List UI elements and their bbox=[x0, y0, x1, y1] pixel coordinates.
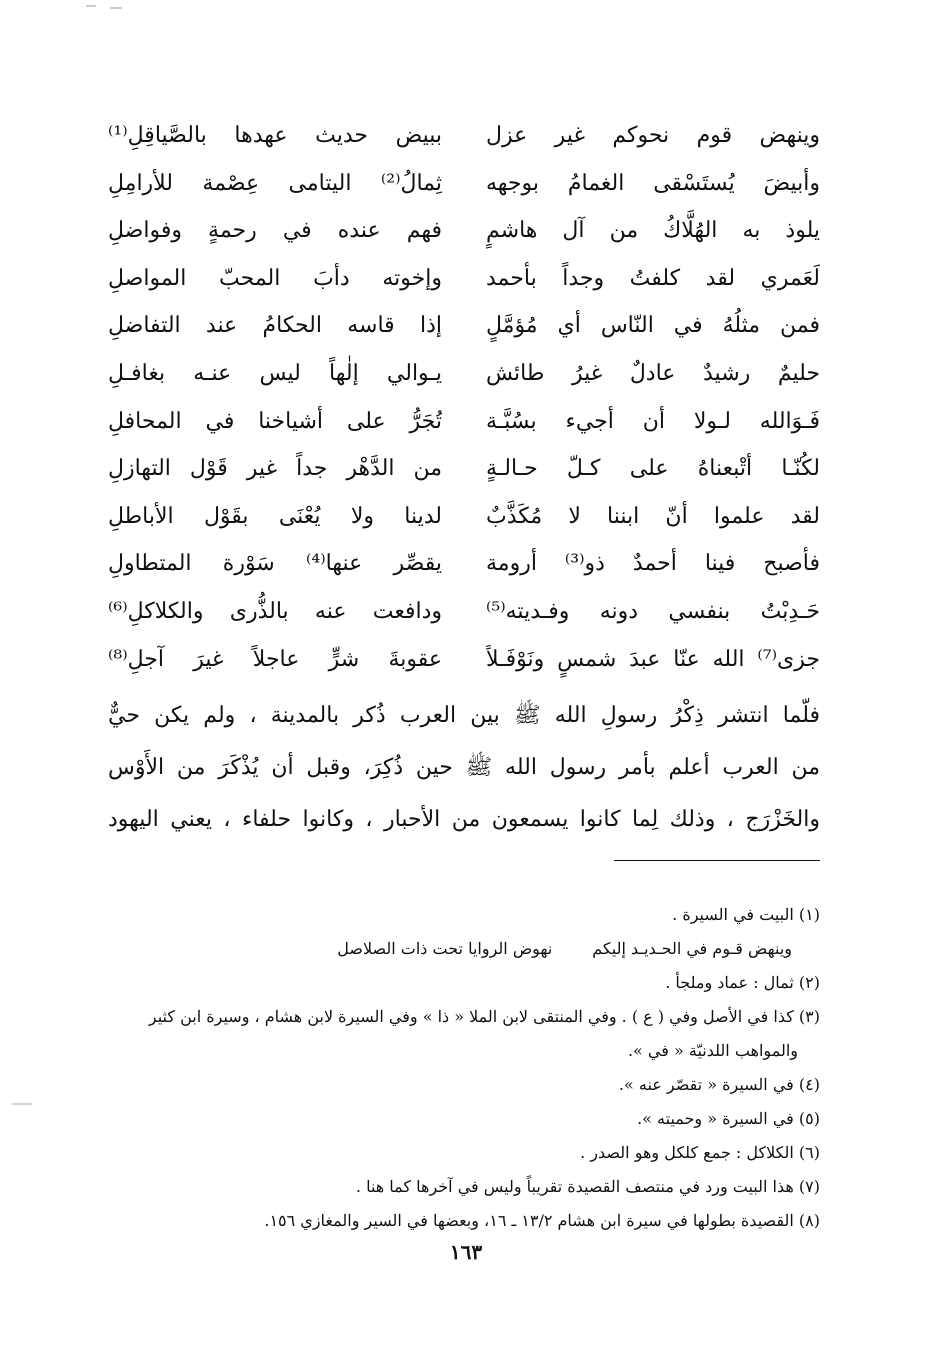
first-hemistich: وأبيضَ يُستَسْقى الغمامُ بوجهه bbox=[486, 170, 820, 196]
footnote-separator bbox=[614, 860, 820, 861]
prose-line: من العرب أعلم بأمر رسول الله ﷺ حين ذُكِرَ، وقبل أن يُذْكَرَ من الأَوْس bbox=[108, 755, 820, 780]
footnote-3: (٣) كذا في الأصل وفي ( ع ) . وفي المنتقى لابن الملا « ذا » وفي السيرة لابن هشام ، وسيرة ابن كثير bbox=[148, 1007, 820, 1026]
prose-paragraph bbox=[108, 690, 820, 846]
prose-line: فلّما انتشر ذِكْرُ رسولِ الله ﷺ بين العرب ذُكر بالمدينة ، ولم يكن حيٌّ bbox=[108, 703, 820, 728]
second-hemistich: ودافعت عنه بالذُّرى والكلاكلِ⁽⁶⁾ bbox=[108, 598, 442, 624]
second-hemistich: ثِمالُ⁽²⁾ اليتامى عِصْمة للأرامِلِ bbox=[108, 170, 442, 196]
second-hemistich: عقوبةَ شرٍّ عاجلاً غيرَ آجلِ⁽⁸⁾ bbox=[108, 646, 442, 672]
first-hemistich: لقد علموا أنّ ابننا لا مُكَذَّبٌ bbox=[486, 503, 820, 529]
footnote-1-verse-first: وينهض قـوم في الحـديـد إليكم bbox=[592, 939, 792, 958]
footnote-5: (٥) في السيرة « وحميته ». bbox=[637, 1109, 820, 1128]
footnote-7: (٧) هذا البيت ورد في منتصف القصيدة تقريباً وليس في آخرها كما هنا . bbox=[355, 1177, 820, 1196]
footnote-1-verse bbox=[108, 932, 820, 966]
first-hemistich: لَعَمري لقد كلفتُ وجداً بأحمد bbox=[486, 265, 820, 291]
poem bbox=[108, 112, 820, 683]
footnote-6: (٦) الكلاكل : جمع كلكل وهو الصدر . bbox=[580, 1143, 820, 1162]
first-hemistich: فأصبح فينا أحمدٌ ذو⁽³⁾ أرومة bbox=[486, 551, 820, 577]
first-hemistich: فمن مثلُهُ في النّاس أي مُؤمَّلٍ bbox=[486, 313, 820, 339]
page-number: ١٦٣ bbox=[449, 1240, 483, 1264]
first-hemistich: حليمٌ رشيدٌ عادلٌ غيرُ طائش bbox=[486, 360, 820, 386]
footnote-4: (٤) في السيرة « تقصّر عنه ». bbox=[618, 1075, 820, 1094]
footnote-1: (١) البيت في السيرة . bbox=[672, 905, 820, 924]
first-hemistich: وينهض قوم نحوكم غير عزل bbox=[486, 123, 820, 148]
second-hemistich: ببيض حديث عهدها بالصَّياقِلِ⁽¹⁾ bbox=[108, 123, 442, 148]
prose-line: والخَزْرَج ، وذلك لِما كانوا يسمعون من الأحبار ، وكانوا حلفاء ، يعني اليهود bbox=[108, 807, 820, 832]
second-hemistich: لدينا ولا يُعْنَى بقَوْل الأباطلِ bbox=[108, 503, 442, 529]
second-hemistich: فهم عنده في رحمةٍ وفواضلِ bbox=[108, 218, 442, 244]
first-hemistich: جزى⁽⁷⁾ الله عنّا عبدَ شمسٍ ونَوْفَـلاً bbox=[486, 646, 820, 672]
second-hemistich: إذا قاسه الحكامُ عند التفاضلِ bbox=[108, 313, 442, 339]
second-hemistich: تُجَرُّ على أشياخنا في المحافلِ bbox=[108, 408, 442, 434]
footnotes bbox=[108, 898, 820, 1238]
second-hemistich: يـوالي إلٰهاً ليس عنـه بغافـلِ bbox=[108, 360, 442, 386]
first-hemistich: فَـوَالله لـولا أن أجيء بسُبَّـة bbox=[486, 408, 820, 434]
second-hemistich: وإخوته دأبَ المحبّ المواصلِ bbox=[108, 265, 442, 291]
footnote-2: (٢) ثمال : عماد وملجأ . bbox=[665, 973, 820, 992]
footnote-3-continuation: والمواهب اللدنيّة « في ». bbox=[627, 1041, 798, 1060]
first-hemistich: حَـدِبْتُ بنفسي دونه وفـديته⁽⁵⁾ bbox=[486, 598, 820, 624]
second-hemistich: من الدَّهْر جداً غير قَوْل التهازلِ bbox=[108, 456, 442, 482]
footnote-8: (٨) القصيدة بطولها في سيرة ابن هشام ١٣/٢ ـ ١٦، وبعضها في السير والمغازي ١٥٦. bbox=[264, 1211, 820, 1230]
footnote-1-verse-second: نهوض الروايا تحت ذات الصلاصل bbox=[337, 939, 553, 958]
first-hemistich: لكُنّـا أتْبعناهُ على كـلّ حـالـةٍ bbox=[486, 456, 820, 482]
first-hemistich: يلوذ به الهُلَّاكُ من آل هاشمٍ bbox=[486, 218, 820, 244]
second-hemistich: يقصِّر عنها⁽⁴⁾ سَوْرة المتطاولِ bbox=[108, 551, 442, 577]
